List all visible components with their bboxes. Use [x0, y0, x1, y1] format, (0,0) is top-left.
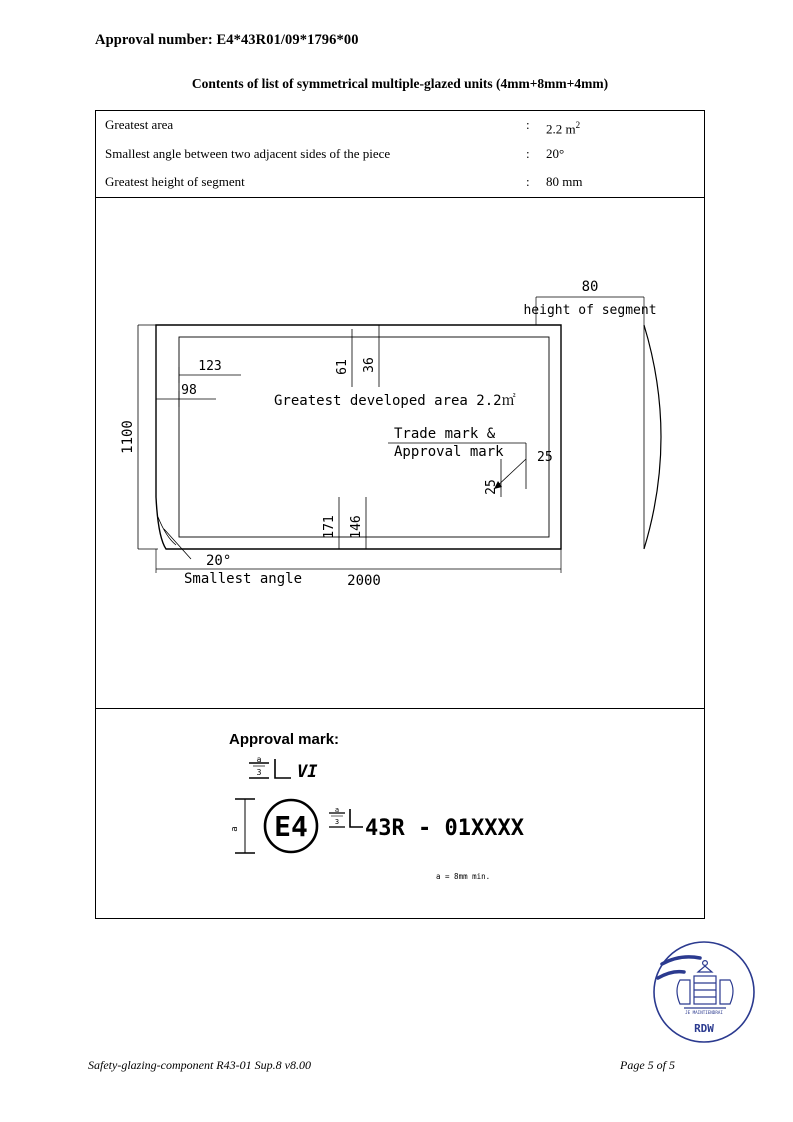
e-mark-text: E4 [274, 810, 308, 843]
height-of-segment-label: height of segment [523, 303, 657, 318]
angle-leader [164, 529, 191, 559]
info-row [96, 168, 704, 197]
stamp-motto: JE MAINTIENDRAI [685, 1010, 723, 1015]
approval-number-label: Approval number: [95, 32, 213, 48]
approval-mark-diagram [221, 757, 641, 907]
content-table [95, 110, 705, 919]
page-title: Contents of list of symmetrical multiple-glazed units (4mm+8mm+4mm) [191, 76, 609, 91]
info-value-superscript: 2 [575, 120, 581, 130]
footer-right: Page 5 of 5 [620, 1058, 675, 1072]
dim-80-value: 80 [581, 279, 599, 295]
approval-number-value: E4*43R01/09*1796*00 [216, 32, 359, 48]
dim-98-value: 98 [181, 383, 197, 398]
glazing-dimension-drawing [96, 197, 704, 707]
stamp-rdw-text: RDW [694, 1022, 714, 1035]
approval-mark-cell [96, 709, 704, 919]
dim-2000-value: 2000 [347, 573, 381, 589]
info-label: Smallest angle between two adjacent sides of the piece [105, 145, 391, 161]
dim-123-value: 123 [198, 359, 222, 374]
technical-drawing-cell [96, 197, 704, 709]
trade-mark-line1: Trade mark & [394, 426, 496, 442]
dim-1100-value: 1100 [120, 420, 136, 454]
info-row [96, 111, 704, 140]
info-label: Greatest height of segment [105, 174, 245, 189]
greatest-area-text: Greatest developed area 2.2㎡ [274, 393, 516, 409]
info-value: 20° [546, 145, 565, 161]
dim-146-value: 146 [349, 515, 364, 539]
vi-dim-3: 3 [256, 768, 262, 777]
approval-number-line [95, 32, 359, 49]
angle-label: Smallest angle [184, 571, 303, 587]
info-colon: : [526, 117, 530, 132]
rdw-stamp [650, 938, 758, 1046]
vi-dim-a: a [256, 757, 262, 764]
info-value: 80 mm [546, 174, 583, 189]
class-roman-numeral: VI [297, 762, 318, 782]
dim-36-value: 36 [362, 357, 377, 373]
segment-curve [644, 325, 661, 549]
dim-171-value: 171 [322, 515, 337, 539]
stamp-swoosh-2 [658, 972, 684, 978]
angle-value: 20° [206, 553, 232, 569]
num-dim-3: 3 [334, 818, 340, 826]
vi-bracket [275, 759, 291, 778]
num-dim-a: a [334, 806, 340, 814]
footer-left: Safety-glazing-component R43-01 Sup.8 v8.00 [88, 1058, 311, 1072]
info-colon: : [526, 174, 530, 189]
e4-dim-a: a [230, 826, 240, 832]
dim-25-inner-value: 25 [484, 479, 499, 495]
trade-mark-line2: Approval mark [394, 444, 504, 460]
angle-arc [158, 517, 176, 545]
dim-25-right-value: 25 [537, 450, 553, 465]
info-colon: : [526, 145, 530, 161]
info-rows [96, 111, 704, 198]
num-bracket [350, 809, 363, 827]
info-value: 2.2 $m^2$ [546, 120, 581, 137]
info-label: Greatest area [105, 117, 174, 132]
info-row [96, 140, 704, 169]
approval-mark-title: Approval mark: [229, 731, 340, 748]
approval-number-text: 43R - 01XXXX [365, 816, 524, 841]
stamp-coat-of-arms [677, 961, 733, 1008]
min-dimension-note: a = 8mm min. [436, 872, 491, 881]
dim-61-value: 61 [335, 359, 350, 375]
